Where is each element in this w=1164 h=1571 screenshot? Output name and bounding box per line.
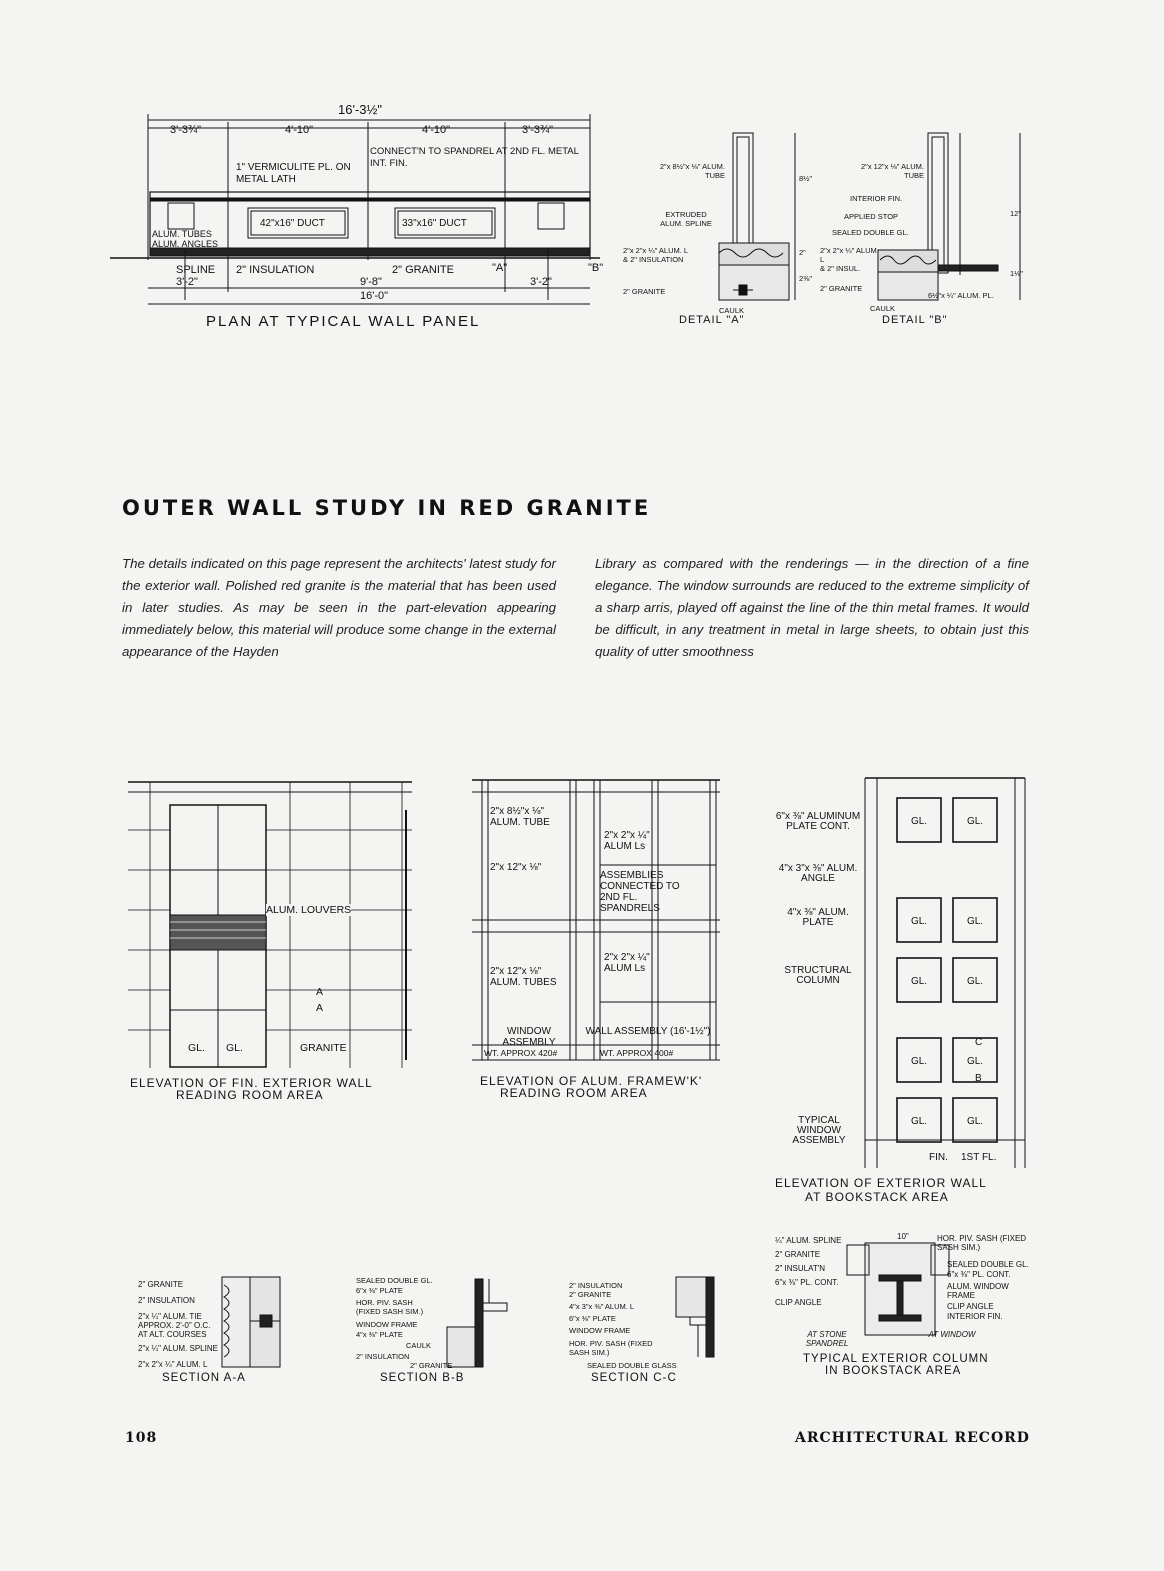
section-b-note-granite: 2" GRANITE: [410, 1361, 453, 1370]
detail-b-note-stop: APPLIED STOP: [844, 212, 899, 221]
window-gl-label: GL.: [910, 816, 928, 827]
detail-b-dim-2: 1⅛": [1010, 269, 1024, 278]
elev-frame-tube: 2"x 8½"x ⅛" ALUM. TUBE: [490, 806, 550, 828]
detail-a-note-insulation: & 2" INSULATION: [623, 255, 684, 264]
detail-a-caption: DETAIL "A": [679, 314, 745, 326]
elev-fin-caption-1: ELEVATION OF FIN. EXTERIOR WALL: [130, 1076, 373, 1090]
elev-fin-gl-2: GL.: [226, 1042, 243, 1054]
section-c-note-insul: 2" INSULATION: [569, 1281, 623, 1290]
section-c-note-glass: SEALED DOUBLE GLASS: [587, 1361, 677, 1370]
plan-dim-d2: 4'-10": [285, 124, 314, 136]
plan-duct-2: 33"x16" DUCT: [402, 218, 467, 229]
plan-mark-a: "A": [492, 262, 508, 274]
elev-stack-column: STRUCTURAL COLUMN: [784, 965, 852, 986]
elev-stack-b: B: [975, 1073, 982, 1084]
elev-stack-window: TYPICAL WINDOW ASSEMBLY: [792, 1115, 846, 1146]
plan-dim-overall-bottom: 16'-0": [360, 290, 389, 302]
window-gl-label: GL.: [966, 1056, 984, 1067]
column-note-clip-2: CLIP ANGLE: [947, 1302, 994, 1311]
plan-spline: SPLINE: [176, 264, 216, 276]
detail-b-note-tube: 2"x 12"x ⅛" ALUM. TUBE: [860, 162, 924, 180]
window-gl-label: GL.: [966, 816, 984, 827]
section-b-caption: SECTION B-B: [380, 1372, 465, 1384]
column-note-granite: 2" GRANITE: [775, 1250, 821, 1259]
section-c-note-plate: 6"x ⅜" PLATE: [569, 1314, 616, 1323]
elev-stack-angle: 4"x 3"x ⅜" ALUM. ANGLE: [778, 863, 858, 884]
elev-frame-assemblies: ASSEMBLIES CONNECTED TO 2ND FL. SPANDRELS: [600, 870, 680, 914]
plan-granite: 2" GRANITE: [392, 264, 454, 276]
elev-fin-caption-2: READING ROOM AREA: [176, 1088, 324, 1102]
elev-stack-plate: 6"x ⅜" ALUMINUM PLATE CONT.: [775, 811, 861, 832]
column-note-plcont: 6"x ⅜" PL. CONT.: [775, 1278, 839, 1287]
plan-dim-overall-top: 16'-3½": [338, 102, 382, 117]
column-note-intfin: INTERIOR FIN.: [947, 1312, 1003, 1321]
detail-a-note-spline: EXTRUDED ALUM. SPLINE: [660, 210, 712, 228]
section-b-note-caulk: CAULK: [406, 1341, 432, 1350]
elev-fin-gl-1: GL.: [188, 1042, 205, 1054]
column-note-clip: CLIP ANGLE: [775, 1298, 822, 1307]
detail-b-note-intfin: INTERIOR FIN.: [850, 194, 903, 203]
section-a-note-spline: 2"x ¼" ALUM. SPLINE: [138, 1344, 218, 1353]
plan-dim-bottom-left: 3'-2": [176, 276, 198, 288]
detail-b-note-angle: 2"x 2"x ¼" ALUM. L: [820, 246, 879, 264]
plan-dim-bottom-mid: 9'-8": [360, 276, 382, 288]
detail-a-dim-height: 8½": [799, 174, 813, 183]
elev-frame-wt-1: WT. APPROX 420#: [484, 1048, 558, 1058]
column-caption-1: TYPICAL EXTERIOR COLUMN: [803, 1353, 989, 1365]
elev-stack-plate-2: 4"x ⅜" ALUM. PLATE: [787, 907, 849, 928]
detail-a-dim-2: 2": [799, 248, 806, 257]
plan-insulation: 2" INSULATION: [236, 264, 315, 276]
detail-b-note-insul: & 2" INSUL.: [820, 264, 861, 273]
plan-note-connect: CONNECT'N TO SPANDREL AT 2ND FL. METAL INT. FIN.: [370, 146, 579, 169]
section-c-note-angle: 4"x 3"x ⅜" ALUM. L: [569, 1302, 635, 1311]
plan-mark-b: "B": [588, 262, 604, 274]
elev-stack-c: C: [975, 1037, 983, 1048]
elev-frame-ls-2: 2"x 2"x ¼" ALUM Ls: [604, 952, 650, 974]
column-caption-2: IN BOOKSTACK AREA: [825, 1365, 962, 1377]
window-gl-label: GL.: [910, 916, 928, 927]
detail-a-note-granite: 2" GRANITE: [623, 287, 666, 296]
section-b-note-sash: HOR. PIV. SASH (FIXED SASH SIM.): [356, 1298, 424, 1316]
section-a-caption: SECTION A-A: [162, 1372, 246, 1384]
section-a-note-granite: 2" GRANITE: [138, 1280, 184, 1289]
section-a-note-angle: 2"x 2"x ¼" ALUM. L: [138, 1360, 208, 1369]
column-note-stone: AT STONE SPANDREL: [805, 1330, 849, 1348]
section-c-note-granite: 2" GRANITE: [569, 1290, 612, 1299]
column-note-frame: ALUM. WINDOW FRAME: [947, 1282, 1009, 1300]
elev-stack-caption-1: ELEVATION OF EXTERIOR WALL: [775, 1176, 987, 1190]
detail-a-note-angle: 2"x 2"x ¼" ALUM. L: [623, 246, 689, 255]
section-a-note-insul: 2" INSULATION: [138, 1296, 195, 1305]
column-note-spline: ¼" ALUM. SPLINE: [775, 1236, 842, 1245]
elev-frame-window: WINDOW ASSEMBLY: [502, 1026, 556, 1048]
elev-fin-louvers: ALUM. LOUVERS: [266, 904, 352, 916]
elev-frame-tubes: 2"x 12"x ⅛" ALUM. TUBES: [490, 966, 557, 988]
section-c-note-sash: HOR. PIV. SASH (FIXED SASH SIM.): [569, 1339, 653, 1357]
section-b-note-frame: WINDOW FRAME: [356, 1320, 418, 1329]
window-gl-label: GL.: [966, 916, 984, 927]
detail-b-dim-12: 12": [1010, 209, 1022, 218]
detail-b-note-caulk: CAULK: [870, 304, 896, 313]
window-gl-label: GL.: [910, 976, 928, 987]
elev-stack-caption-2: AT BOOKSTACK AREA: [805, 1190, 949, 1204]
column-note-dim: 10": [897, 1232, 909, 1241]
detail-a-note-caulk: CAULK: [719, 306, 745, 315]
column-note-sealed: SEALED DOUBLE GL.: [947, 1260, 1029, 1269]
plan-dim-d1: 3'-3¾": [170, 124, 202, 136]
detail-b-note-granite: 2" GRANITE: [820, 284, 863, 293]
window-gl-label: GL.: [910, 1116, 928, 1127]
window-gl-label: GL.: [966, 976, 984, 987]
elev-fin-granite: GRANITE: [300, 1042, 347, 1054]
plan-dim-bottom-right: 3'-2": [530, 276, 552, 288]
plan-alum-tubes: ALUM. TUBES: [152, 229, 212, 239]
plan-caption: PLAN AT TYPICAL WALL PANEL: [206, 313, 481, 330]
detail-b-note-plate: 6½"x ¼" ALUM. PL.: [928, 291, 994, 300]
plan-alum-angles: ALUM. ANGLES: [152, 239, 219, 249]
window-gl-label: GL.: [910, 1056, 928, 1067]
article-paragraph-right: Library as compared with the renderings — in the direction of a fine elegance. The window surrounds are reduced to the extreme simplicity of a sharp arris, played off against the line of the thin metal frames. It would be difficult, in any treatment in metal in large sheets, to obtain just this quality of utter smoothness: [595, 556, 1029, 659]
elev-stack-fin: FIN.: [929, 1152, 948, 1163]
elev-frame-wall: WALL ASSEMBLY (16'-1½"): [585, 1026, 711, 1037]
detail-b-caption: DETAIL "B": [882, 314, 948, 326]
section-c-caption: SECTION C-C: [591, 1372, 677, 1384]
section-b-note-insul: 2" INSULATION: [356, 1352, 410, 1361]
page-number: 108: [125, 1430, 158, 1446]
elev-frame-tube12: 2"x 12"x ⅛": [490, 862, 542, 873]
article-heading: OUTER WALL STUDY IN RED GRANITE: [122, 496, 652, 520]
column-note-plcont-2: 6"x ⅜" PL. CONT.: [947, 1270, 1011, 1279]
elev-stack-fl: 1ST FL.: [961, 1152, 997, 1163]
elev-frame-ls-1: 2"x 2"x ¼" ALUM Ls: [604, 830, 650, 852]
elev-frame-caption-1: ELEVATION OF ALUM. FRAMEW'K': [480, 1074, 703, 1088]
elev-fin-a2: A: [316, 1002, 324, 1014]
section-b-note-plate-2: 4"x ⅜" PLATE: [356, 1330, 403, 1339]
detail-a-note-tube: 2"x 8½"x ⅛" ALUM. TUBE: [659, 162, 725, 180]
section-b-note-glass: SEALED DOUBLE GL.: [356, 1276, 433, 1285]
section-b-note-plate: 6"x ⅜" PLATE: [356, 1286, 403, 1295]
elev-fin-a1: A: [316, 986, 324, 998]
elev-frame-wt-2: WT. APPROX 400#: [600, 1048, 674, 1058]
detail-a-dim-3: 2⅜": [799, 274, 813, 283]
detail-b-note-glass: SEALED DOUBLE GL.: [832, 228, 909, 237]
journal-name: ARCHITECTURAL RECORD: [795, 1430, 1030, 1446]
section-a-note-tie: 2"x ¼" ALUM. TIE APPROX. 2'-0" O.C. AT ALT. COURSES: [138, 1312, 211, 1339]
plan-dim-d4: 3'-3¾": [522, 124, 554, 136]
article-paragraph-left: The details indicated on this page represent the architects' latest study for the exterior wall. Polished red granite is the material that has been used in later studies. As may be seen in the part-elevation appearing immediately below, this material will produce some change in the external appearance of the Hayden: [122, 556, 556, 659]
elev-frame-caption-2: READING ROOM AREA: [500, 1086, 648, 1100]
column-note-sash: HOR. PIV. SASH (FIXED SASH SIM.): [937, 1234, 1027, 1252]
plan-dim-d3: 4'-10": [422, 124, 451, 136]
column-note-atwin: AT WINDOW: [928, 1330, 976, 1339]
column-note-insul: 2" INSULAT'N: [775, 1264, 826, 1273]
plan-note-vermiculite: 1" VERMICULITE PL. ON METAL LATH: [236, 162, 351, 185]
plan-duct-1: 42"x16" DUCT: [260, 218, 325, 229]
window-gl-label: GL.: [966, 1116, 984, 1127]
section-c-note-frame: WINDOW FRAME: [569, 1326, 631, 1335]
